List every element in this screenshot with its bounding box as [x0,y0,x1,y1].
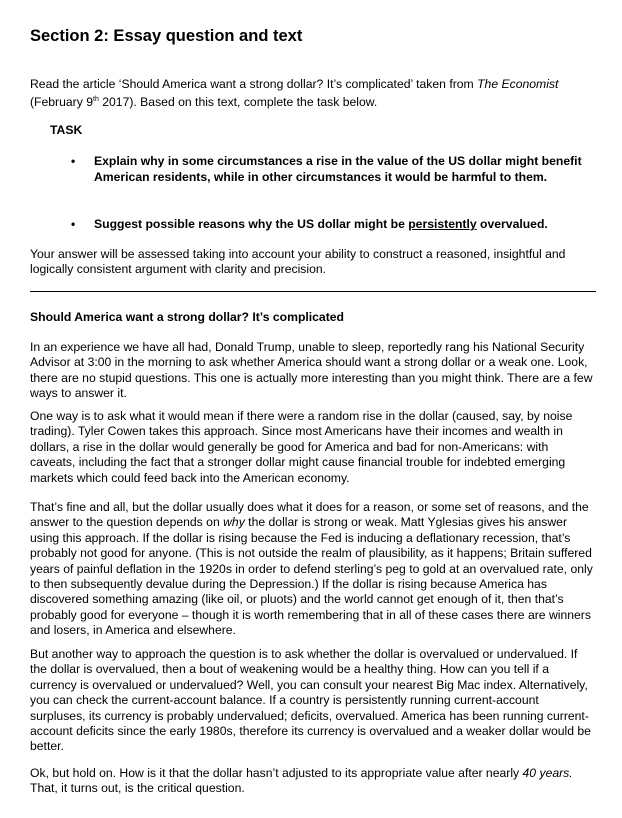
intro-source: The Economist [477,77,559,91]
intro-text: Read the article ‘Should America want a strong dollar? It’s complicated’ taken from [30,77,478,91]
article-paragraph-1: In an experience we have all had, Donald Trump, unable to sleep, reportedly rang his National Security Advisor at 3:00 in the morning to ask whether America should want a strong dollar or a weak one. Look, there are no stupid questions. This one is actually more interesting than you might think. There are a few ways to answer it. [30,340,593,401]
bullet-2-text: Suggest possible reasons why the US dollar might be [94,217,409,231]
section-title: Section 2: Essay question and text [30,27,303,45]
article-paragraph-3 [30,500,596,639]
p3-text-b: the dollar is strong or weak. Matt Yglesias gives his answer using this approach. If the dollar is rising because the Fed is inducing a deflationary recession, that’s probably not good for anyone. (This is not outside the realm of plausibility, as it happens; Britain suffered years of painful deflation in the 1920s in order to defend sterling’s peg to gold at an overvalued rate, only to then subsequently devalue during the Depression.) If the dollar is rising because America has discovered something amazing (like oil, or pluots) and the world cannot get enough of it, then that’s probably good for everyone – though it is worth remembering that in all of these cases there are winners and losers, in America and elsewhere. [30,515,593,638]
p5-emphasis: 40 years. [522,766,573,780]
bullet-marker-2: • [71,217,76,231]
intro-instruction: 2017). Based on this text, complete the task below. [98,95,378,110]
assessment-note: Your answer will be assessed taking into account your ability to construct a reasoned, insightful and logically consistent argument with clarity and precision. [30,247,566,277]
intro-paragraph [30,77,595,111]
p3-text-a: That’s fine and all, but the dollar usually does what it does for a reason, or some set of reasons, and the answer to the question depends on [30,500,589,530]
p5-text-a: Ok, but hold on. How is it that the dollar hasn’t adjusted to its appropriate value after nearly [30,766,523,780]
task-bullet-2 [94,216,594,232]
p5-text-b: That, it turns out, is the critical question. [30,781,245,796]
p3-emphasis: why [223,515,245,530]
article-paragraph-5 [30,766,596,797]
article-title: Should America want a strong dollar? It’s complicated [30,310,344,324]
section-divider [30,291,596,292]
bullet-marker-1: • [71,154,76,168]
article-paragraph-2: One way is to ask what it would mean if there were a random rise in the dollar (caused, say, by noise trading). Tyler Cowen takes this approach. Since most Americans have their incomes and wealth in dollars, a rise in the dollar would generally be good for America and bad for non-Americans: with caveats, including the fact that a stronger dollar might cause financial trouble for indebted emerging markets which could feed back into the American economy. [30,409,573,485]
task-label: TASK [50,123,83,137]
bullet-2-end: overvalued. [476,217,548,231]
intro-date-suffix: th [93,96,99,104]
article-paragraph-4: But another way to approach the question is to ask whether the dollar is overvalued or undervalued. If the dollar is overvalued, then a bout of weakening would be a healthy thing. How can you tell if a currency is overvalued or undervalued? Well, you can consult your nearest Big Mac index. Alternatively, you can check the current-account balance. If a country is persistently running current-account surpluses, its currency is probably undervalued; deficits, overvalued. America has been running current-account deficits since the early 1980s, therefore its currency is overvalued and a weaker dollar would be better. [30,647,591,754]
bullet-2-emphasis: persistently [408,217,477,231]
task-bullet-1: Explain why in some circumstances a rise in the value of the US dollar might benefit American residents, while in other circumstances it would be harmful to them. [94,154,582,184]
intro-date: (February 9 [30,95,93,110]
